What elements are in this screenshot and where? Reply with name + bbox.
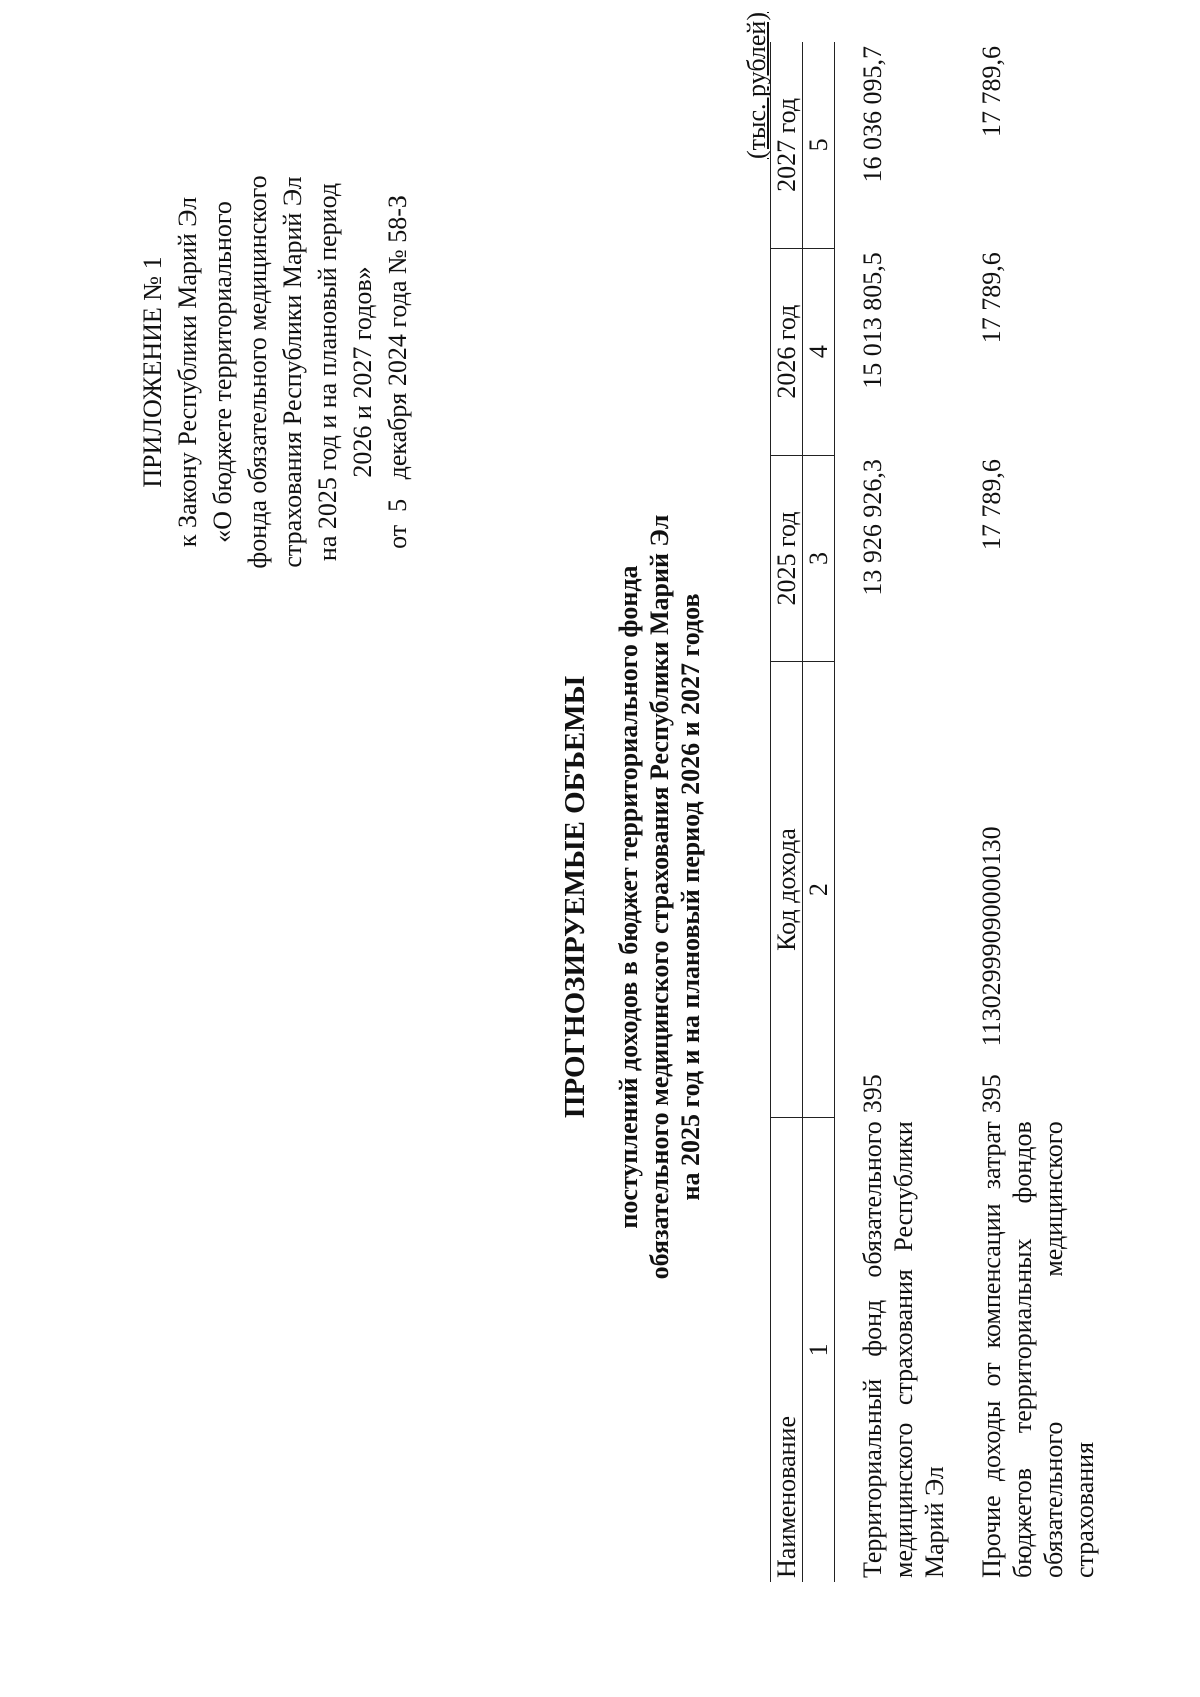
column-number: 5 [803, 42, 835, 248]
row-value-2025: 17 789,6 [977, 459, 1006, 551]
date-day: 5 [383, 498, 412, 512]
appendix-header [135, 127, 415, 617]
row-income-code [835, 662, 951, 1050]
law-number: 58-З [383, 195, 412, 243]
date-prefix: от [383, 524, 412, 549]
header-name: Наименование [771, 1117, 803, 1582]
row-name: Прочие доходы от компенсации затрат бюджетов территориальных фондов обязательного медицинского страхования [977, 1121, 1099, 1578]
column-number: 1 [803, 1117, 835, 1582]
header-2025: 2025 год [771, 455, 803, 662]
column-number: 3 [803, 455, 835, 662]
document-title-block [555, 197, 706, 1597]
document-subtitle-line: на 2025 год и на плановый период 2026 и 2027 годов [676, 593, 705, 1201]
column-number-row [803, 42, 835, 1582]
appendix-line: фонда обязательного медицинского [243, 175, 272, 569]
table-row [950, 42, 1100, 1582]
row-value-2026: 17 789,6 [977, 252, 1006, 344]
law-date-line [380, 127, 415, 617]
table-row [835, 42, 951, 1582]
row-value-2027: 16 036 095,7 [858, 46, 887, 183]
row-value-2025: 13 926 926,3 [858, 459, 887, 596]
row-name: Территориальный фонд обязательного медицинского страхования Республики Марий Эл [858, 1121, 949, 1578]
unit-label: (тыс. рублей) [742, 12, 771, 160]
document-subtitle-line: обязательного медицинского страхования Республики Марий Эл [645, 514, 674, 1280]
row-income-code: 11302999090000130 [977, 826, 1006, 1047]
date-month-year: декабря 2024 года [383, 280, 412, 480]
appendix-title: ПРИЛОЖЕНИЕ № 1 [138, 256, 167, 488]
appendix-line: страхования Республики Марий Эл [278, 176, 307, 568]
header-2027: 2027 год [771, 42, 803, 248]
table-header-row [771, 42, 803, 1582]
revenue-table [770, 42, 1100, 1582]
row-value-2026: 15 013 805,5 [858, 252, 887, 389]
header-income-code: Код дохода [771, 662, 803, 1117]
header-2026: 2026 год [771, 248, 803, 455]
row-value-2027: 17 789,6 [977, 46, 1006, 137]
number-label: № [383, 249, 412, 275]
column-number: 2 [803, 662, 835, 1117]
appendix-line: 2026 и 2027 годов» [348, 266, 377, 478]
appendix-line: к Закону Республики Марий Эл [173, 196, 202, 548]
row-admin-code: 395 [977, 1074, 1006, 1114]
appendix-line: на 2025 год и на плановый период [313, 182, 342, 562]
document-title: ПРОГНОЗИРУЕМЫЕ ОБЪЕМЫ [559, 675, 591, 1119]
appendix-line: «О бюджете территориального [208, 201, 237, 543]
document-subtitle-line: поступлений доходов в бюджет территориального фонда [614, 565, 643, 1229]
column-number: 4 [803, 248, 835, 455]
row-admin-code: 395 [858, 1074, 887, 1114]
